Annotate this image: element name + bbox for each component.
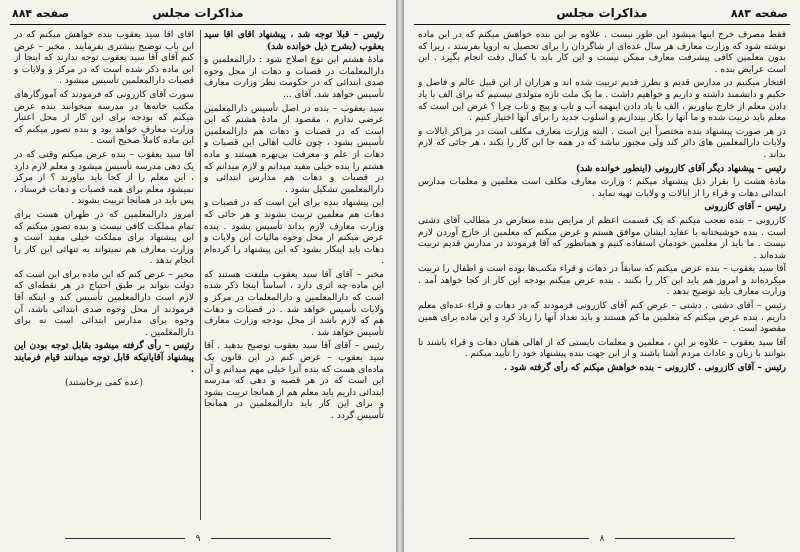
paragraph: کازرونی – بنده تعجب میکنم که یک قسمت اعظم از مرایض بنده متعارض در مطالب آقای دشتی است . بنده خوشبختانه با عقاید ایشان موافق هستم و عرض میکنم که معلمین از خارج آوردن لازم نیست . ما باید از معلمین خودمان استفاده کنیم و همانطور که آقا فرمودند در مدارس قدیم تربیت شده‌اند . [418,215,786,261]
paragraph: رئیس – پیشنهاد دیگر آقای کازرونی (اینطور خوانده شد) [575,163,786,174]
paragraph: این پیشنهاد بنده برای این است که در قصبات و دهات هم معلمین تربیت بشوند و هر جائی که وزارت معارف لازم بداند تأسیس بشود . بنده عرض میکنم از محل وجوه مالیات این ولایات و دهات باید اینکار بشود که این پیشنهاد را کرده‌ام . [204,198,384,267]
left-page [0,0,396,552]
paragraph: افتخار میکنیم در مدارس قدیم و بطرز قدیم تربیت شده اند و هزاران از این قبیل عالم و فاضل و حکیم و دانشمند داشته و داریم و خواهیم داشت . ما یک ملت تازه متولدی نیستیم که برای الف با یاد دادن معلم از خارج بیاوریم ، الف با یاد دادن اینهمه آب و تاب و پیچ و تاب چرا ؟ غرض این است که معلم باید تربیت شده و ما آنها را بکار بیندازیم و اسلوب جدید را برای آنها اختیار کنیم . [418,78,786,124]
paragraph: سورت آقای کازرونی که فرمودند که آموزگارهای مکتب خانه‌ها در مدرسه میخوانند بنده عرض میکنم که بودجه برای این کار از محل اعتبار وزارت معارف خواهد بود و بنده تصور میکنم که این ماده کاملاً صحیح است . [14,89,194,147]
column-divider [200,30,201,520]
right-page-footer-number: ۸ [599,534,605,544]
paragraph: رئیس – آقای کازرونی . کازرونی – بنده خواهش میکنم که رأی گرفته شود . [503,363,786,374]
paragraph: (عده کمی برخاستند) [64,378,144,389]
paragraph: آقای آقا سید یعقوب بنده خواهش میکنم که در این باب توضیح بیشتری بفرمایند . مخبر – عرض کنم آقای آقا سید یعقوب توجه ندارند که اینجا از این ماده ذکر شده است که در مرکز و ولایات و قصبات دارالمعلمین تأسیس میشود . [14,30,194,87]
paragraph: امروز دارالمعلمین که در طهران هست برای تمام مملکت کافی نیست و بنده تصور میکنم که این پیشنهاد برای مملکت خیلی مفید است و وزارت معارف هم نمیتواند به تنهائی این کار را انجام بدهد . [14,209,194,267]
paragraph: مخبر – عرض کنم که این ماده برای این است که دولت بتواند بر طبق احتیاج در هر نقطه‌ای که لازم است دارالمعلمین تأسیس کند و اینکه آقا فرمودند از محل وجوه صدی ابتدائی باشد، آن وجوه برای مدارس ابتدائی است نه برای دارالمعلمین . [14,269,194,338]
paragraph: رئیس – آقای کازرونی [704,202,786,213]
left-page-footer-number: ۹ [195,534,201,544]
left-page-header [10,6,386,25]
right-page-body [418,30,786,522]
book-gutter [396,0,404,552]
paragraph: سید یعقوب – بنده در اصل تأسیس دارالمعلمین عرضی ندارم ، مقصود از مادهٔ هشتم که این است که در قصبات و دهات هم دارالمعلمین تأسیس بشود ، چون غالب اهالی این قصبات و دهات از علم و معرفت بی‌بهره هستند و ماده هشتم را بنده خیلی مفید میدانم و لازم میدانم که در قصبات و دهات هم مدارس ابتدائی و دارالمعلمین تشکیل بشود . [204,103,384,195]
paragraph: مادهٔ هشت را بقرار ذیل پیشنهاد میکنم : وزارت معارف مکلف است معلمین و معلمات مدارس ابتدائی دهات و قراء را از ایالات و ولایات تهیه نماید . [418,177,786,199]
right-page-title: مذاکرات مجلس [556,6,648,20]
paragraph: آقا سید یعقوب – علاوه بر این ، معلمین و معلمات بایستی که از اهالی همان دهات و قراء باشند تا بتوانند با زبان و عادات مردم آشنا باشند و از این جهت بنده پیشنهاد خود را تأیید میکنم . [418,337,786,360]
left-page-number: صفحه ۸۸۴ [12,7,70,20]
right-page-number: صفحه ۸۸۳ [730,7,788,20]
left-page-column-right [204,30,384,520]
left-page-column-left [14,30,194,520]
right-page-header [414,6,790,25]
left-page-footer [0,534,396,544]
paragraph: در هر صورت پیشنهاد بنده مختصراً این است . البته وزارت معارف مکلف است در مراکز ایالات و ولایات دارالمعلمین های دائر کند ولی مجبور نباشد که در همه جا این کار را بکند ، هر جائی که لازم بداند . [418,126,786,160]
right-page [404,0,800,552]
paragraph: مخبر – آقای آقا سید یعقوب ملتفت هستند که این ماده چه اثری دارد ، اساساً اینجا ذکر شده است که دارالمعلمین و دارالمعلمات در مرکز و ولایات تأسیس خواهد شد . در قصبات و دهات هم که لازم باشد از محل بودجه وزارت معارف تأسیس خواهد شد . [204,269,384,338]
left-page-title: مذاکرات مجلس [152,6,244,20]
paragraph: آقا سید یعقوب – بنده عرض میکنم وقتی که در یک دهی مدرسه تأسیس میشود و معلم لازم دارد ، این معلم را از کجا باید بیاورند ؟ از مرکز نمیشود معلم برای همه قصبات و دهات فرستاد ، پس باید در همانجا تربیت بشوند . [14,149,194,207]
paragraph: مادهٔ هشتم این نوع اصلاح شود : دارالمعلمین و دارالمعلمات در قصبات و دهات از محل وجوه صدی ابتدائی که در حکومت نظر وزارت معارف تأسیس خواهد شد. آقای ... [204,55,384,100]
paragraph: فقط مصرف خرج اینها میشود این طور نیست . علاوه بر این بنده خواهش میکنم که در این ماده نوشته شود که وزارت معارف هر سال عده‌ای از شاگردان را برای تحصیل به اروپا بفرستد ، زیرا که بدون معلمین کافی پیشرفت معارف ممکن نیست و این کار باید با کمال دقت انجام بگیرد . این است عرایض بنده . [418,30,786,75]
right-page-footer [404,534,800,544]
paragraph: رئیس – رأی گرفته میشود بقابل توجه بودن این پیشنهاد آقایانیکه قابل توجه میدانند قیام فرمایند . [14,341,194,375]
paragraph: رئیس – آقای آقا سید یعقوب توضیح بدهید . آقا سید یعقوب – عرض کنم در این قانون یک ماده‌ای هست که بنده آنرا خیلی مهم میدانم و آن این است که در هر قصبه و دهی که مدرسه ابتدائی داریم باید معلم هم از همانجا تربیت بشود و برای این کار باید دارالمعلمین در همانجا تأسیس گردد . [204,341,384,421]
paragraph: رئیس – قبلاً توجه شد ، پیشنهاد آقای آقا سید یعقوب (بشرح ذیل خوانده شد) [204,30,384,52]
paragraph: رئیس – آقای دشتی . دشتی – عرض کنم آقای کازرونی فرمودند که در دهات و قراء عده‌ای معلم داریم ، بنده عرض میکنم که معلمین ما کم هستند و باید تعداد آنها را زیاد کرد و این ماده برای همین مقصود است . [418,301,786,335]
paragraph: آقا سید یعقوب – بنده عرض میکنم که سابقاً در دهات و قراء مکتب‌ها بوده است و اطفال را تربیت میکرده‌اند و امروز هم باید این کار را بکنند . بنده عرض میکنم بودجه این کار از کجا خواهد آمد . وزارت معارف باید توضیح بدهد . [418,264,786,298]
